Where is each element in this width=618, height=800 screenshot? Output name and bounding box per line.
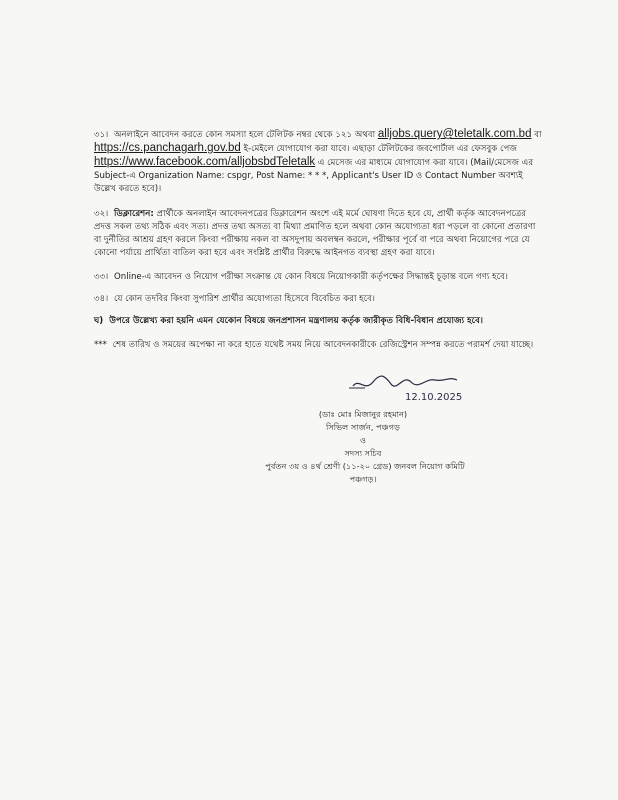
signatory-connector: ও [359,435,367,445]
clause-number: ৩২। [94,209,109,219]
signature-date: 12.10.2025 [405,392,463,403]
clause-number: ৩৩। [94,272,109,282]
clause-text: বা [534,130,542,140]
clause-gha [94,315,544,328]
clause-text: এ মেসেজ এর মাধ্যমে যোগাযোগ করা যাবে। (Mail/মেসেজ এর Subject-এ Organization Name: cspgr, Post Name: * * *, Applicant's User ID ও Contact Number অবশ্যই উল্লেখ করতে হবে)। [94,158,534,194]
clause-text: যে কোন তদবির কিংবা সুপারিশ প্রার্থীর অযোগ্যতা হিসেবে বিবেচিত করা হবে। [113,294,375,304]
signatory-name: (ডাঃ মোঃ মিজানুর রহমান) [318,409,408,419]
clause-text: Online-এ আবেদন ও নিয়োগ পরীক্ষা সংক্রান্ত যে কোন বিষয়ে নিয়োগকারী কর্তৃপক্ষের সিদ্ধান্তই চূড়ান্ত বলে গণ্য হবে। [113,272,508,282]
email-link[interactable]: alljobs.query@teletalk.com.bd [377,128,532,140]
clause-31 [94,128,544,196]
signatory-location: পঞ্চগড়। [349,474,377,484]
clause-number: ৩৪। [94,294,109,304]
handwritten-signature [345,368,475,406]
clause-32 [94,208,544,260]
clause-number: ৩১। [94,130,109,140]
note-text: শেষ তারিখ ও সময়ের অপেক্ষা না করে হাতে যথেষ্ট সময় নিয়ে আবেদনকারীকে রেজিস্ট্রেশন সম্পন্ন করতে পরামর্শ দেয়া যাচ্ছে। [112,340,534,350]
clause-text: ই-মেইলে যোগাযোগ করা যাবে। এছাড়া টেলিটকের জবপোর্টাল এর ফেসবুক পেজ [243,144,517,154]
website-link[interactable]: https://cs.panchagarh.gov.bd [94,142,241,154]
clause-33 [94,271,544,284]
facebook-link[interactable]: https://www.facebook.com/alljobsbdTeletalk [94,156,316,168]
clause-text: উপরে উল্লেখ্য করা হয়নি এমন যেকোন বিষয়ে জনপ্রশাসন মন্ত্রণালয় কর্তৃক জারীকৃত বিধি-বিধান প্রযোজ্য হবে। [109,316,483,326]
signatory-designation: সিভিল সার্জন, পঞ্চগড় [325,422,401,432]
clause-text: প্রার্থীকে অনলাইন আবেদনপত্রের ডিক্লারেশন অংশে এই মর্মে ঘোষণা দিতে হবে যে, প্রার্থী কর্তৃক আবেদনপত্রের প্রদত্ত সকল তথ্য সঠিক এবং সত্য। প্রদত্ত তথ্য অসত্য বা মিথ্যা প্রমাণিত হলে অথবা কোন অযোগ্যতা ধরা পড়লে বা কোনো প্রতারণা বা দুর্নীতির আশ্রয় গ্রহণ করলে কিংবা পরীক্ষায় নকল বা অসদুপায় অবলম্বন করলে, পরীক্ষার পূর্বে বা পরে অথবা নিয়োগের পরে যে কোনো পর্যায়ে প্রার্থিতা বাতিল করা হবে এবং সংশ্লিষ্ট প্রার্থীর বিরুদ্ধে আইনগত ব্যবস্থা গ্রহণ করা যাবে। [94,209,536,258]
note-marker: *** [94,340,107,350]
signatory-committee: পুর্বতন ৩য় ও ৪র্থ শ্রেণী (১১-২০ গ্রেড) জনবল নিয়োগ কমিটি [265,461,465,471]
clause-number: ঘ) [94,316,104,326]
signatory-role: সদস্য সচিব [344,448,382,458]
clause-34 [94,293,544,306]
note-line [94,339,544,352]
clause-heading: ডিক্লারেশন: [113,209,154,219]
clause-text: অনলাইনে আবেদন করতে কোন সমস্যা হলে টেলিটক নম্বর থেকে ১২১ অথবা [113,130,376,140]
